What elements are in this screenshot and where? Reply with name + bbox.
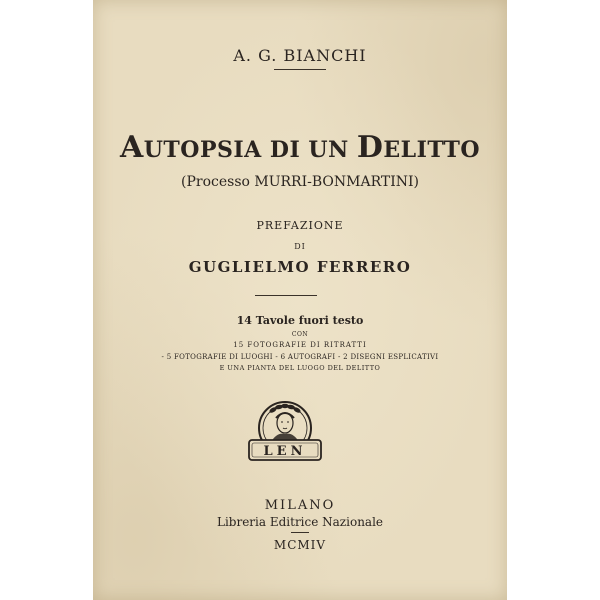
plates-detail-1: 15 FOTOGRAFIE DI RITRATTI	[233, 341, 367, 349]
section-divider	[255, 295, 317, 296]
emblem-letters: LEN	[263, 444, 307, 459]
preface-author: GUGLIELMO FERRERO	[188, 258, 412, 276]
title-page	[93, 0, 507, 600]
plates-detail-2: - 5 FOTOGRAFIE DI LUOGHI - 6 AUTOGRAFI - 2 DISEGNI ESPLICATIVI	[161, 353, 439, 361]
publisher-name: Libreria Editrice Nazionale	[216, 515, 384, 529]
publisher-city: MILANO	[264, 498, 336, 513]
plates-detail-3: E UNA PIANTA DEL LUOGO DEL DELITTO	[219, 364, 381, 372]
publisher-divider	[291, 532, 309, 533]
preface-label: PREFAZIONE	[256, 219, 344, 232]
publication-year: MCMIV	[273, 538, 327, 552]
publisher-emblem-icon	[245, 394, 325, 470]
plates-count: 14 Tavole fuori testo	[236, 314, 364, 327]
author-underline	[274, 69, 326, 70]
author-name: A. G. BIANCHI	[233, 46, 367, 65]
book-subtitle: (Processo MURRI-BONMARTINI)	[181, 174, 419, 190]
plates-con: CON	[291, 331, 309, 338]
preface-by: DI	[294, 242, 306, 251]
book-title: AUTOPSIA DI UN DELITTO	[119, 130, 481, 165]
